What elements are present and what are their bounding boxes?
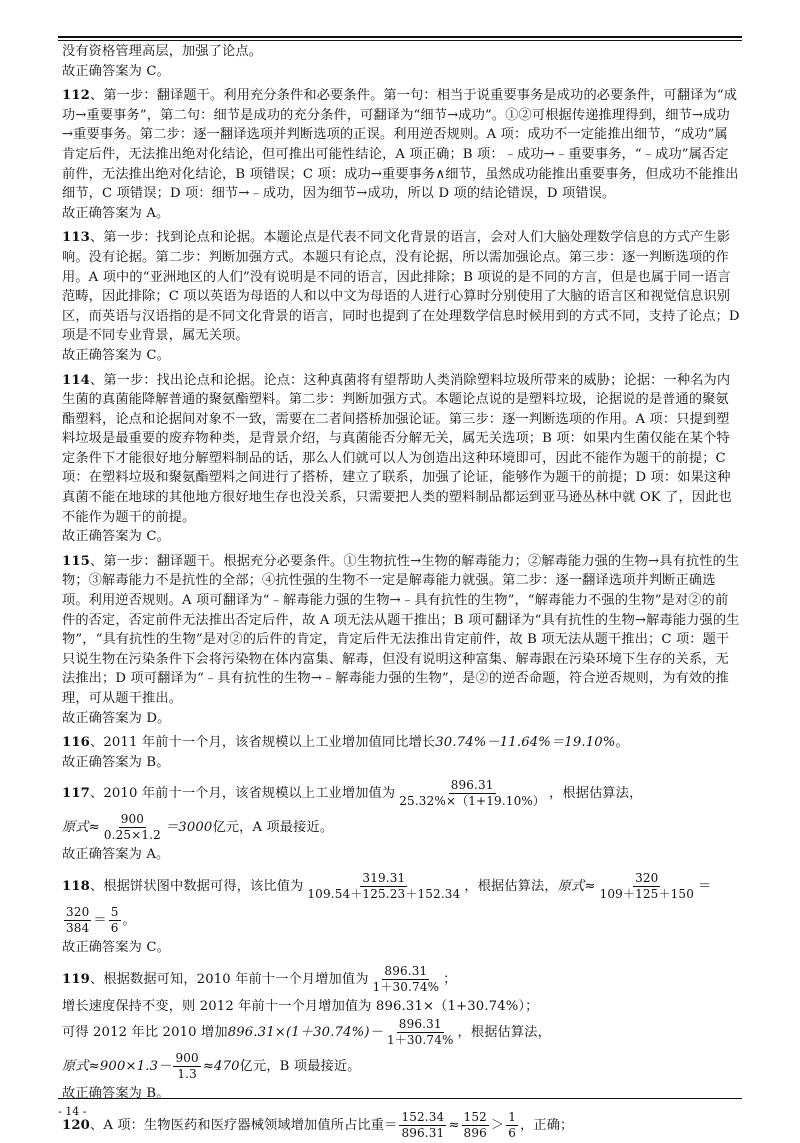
fraction-denominator: 6 — [508, 1125, 517, 1140]
fraction — [109, 905, 121, 936]
approx-label: 原式≈ — [62, 820, 100, 836]
text-line: 没有资格管理高层，加强了论点。 — [62, 44, 263, 59]
punct: 。 — [122, 912, 136, 928]
fraction-numerator: 5 — [110, 904, 119, 919]
answer-line: 故正确答案为 C。 — [62, 529, 170, 545]
page-footer — [58, 1098, 742, 1118]
formula-line — [62, 1050, 740, 1084]
question-text: 、2010 年前十一个月，该省规模以上工业增加值为 — [89, 786, 396, 802]
question-text: 、第一步：翻译题干。利用充分条件和必要条件。第一句：相当于说重要事务是成功的必要条件，可翻译为“成功→重要事务”，第二句：细节是成功的充分条件，可翻译为“细节→成功”。①②可根据传递推理得到，细节→成功→重要事务。第二步：逐一翻译选项并判断选项的正误。利用逆否规则。A 项：成功不一定能推出细节，“成功”属肯定后件，无法推出绝对化结论，但可推出可能性结论，A 项正确；B 项：﹣成功→﹣重要事务，“﹣成功”属否定前件，无法推出绝对化结论，B 项错误；C 项：成功→重要事务∧细节，虽然成功能推出重要事务，但成功不能推出细节，C 项错误；D 项：细节→﹣成功，因为细节→成功，所以 D 项的结论错误，D 项错误。 — [62, 88, 739, 202]
question-text: 、第一步：找到论点和论据。本题论点是代表不同文化背景的语言，会对人们大脑处理数学信息的方式产生影响。没有论据。第二步：判断加强方式。本题只有论点，没有论据，所以需加强论点。第三步：逐一判断选项的作用。A 项中的“亚洲地区的人们”没有说明是不同的语言，因此排除；B 项说的是不同的方言，但是也属于同一语言范畴，因此排除；C 项以英语为母语的人和以中文为母语的人进行心算时分别使用了大脑的语言区和视觉信息识别区，而英语与汉语指的是不同文化背景的语言，同时也提到了在处理数学信息时候用到的方式不同，支持了论点；D 项是不同专业背景，属无关项。 — [62, 230, 740, 344]
answer-line: 故正确答案为 D。 — [62, 710, 171, 726]
answer-line: 故正确答案为 C。 — [62, 347, 170, 363]
header-rule — [58, 36, 742, 38]
solution-body — [62, 42, 740, 1143]
question-119 — [62, 963, 740, 997]
fraction — [385, 1017, 456, 1048]
text-pre: 可得 2012 年比 2010 增加 — [62, 1025, 228, 1041]
fraction — [397, 778, 547, 809]
fraction-numerator: 900 — [175, 1051, 199, 1066]
fraction-denominator: 1＋30.74% — [386, 1033, 454, 1048]
fraction-numerator: 320 — [66, 904, 90, 919]
question-114 — [62, 371, 740, 528]
formula-line — [62, 811, 740, 845]
text-tail: ，根据估算法， — [549, 786, 643, 802]
question-number: 115 — [62, 553, 90, 569]
question-116 — [62, 733, 740, 753]
fraction-numerator: 1 — [508, 1109, 517, 1124]
question-text: 、A 项：生物医药和医疗器械领域增加值所占比重＝ — [89, 1117, 398, 1133]
formula: 896.31×(1＋30.74%)－ — [227, 1025, 383, 1041]
question-117 — [62, 777, 740, 811]
answer-line: 故正确答案为 A。 — [62, 205, 170, 221]
answer-line: 故正确答案为 C。 — [62, 63, 170, 79]
formula: 30.74%－11.64%＝19.10% — [435, 735, 616, 751]
question-number: 118 — [62, 878, 90, 894]
fraction-denominator: 0.25×1.2 — [103, 828, 161, 843]
answer-line: 故正确答案为 B。 — [62, 754, 170, 770]
fraction-denominator: 384 — [66, 920, 90, 935]
fraction — [64, 905, 91, 936]
formula: ＝3000 — [164, 820, 213, 836]
approx: ≈ — [448, 1117, 460, 1133]
answer-line: 故正确答案为 C。 — [62, 939, 170, 955]
fraction-numerator: 896.31 — [398, 1017, 442, 1032]
question-number: 117 — [62, 786, 90, 802]
question-text: 、根据饼状图中数据可得，该比值为 — [89, 878, 304, 894]
fraction-numerator: 900 — [120, 812, 145, 827]
result-text: 亿元，A 项最接近。 — [212, 820, 334, 836]
fraction-denominator: 896 — [463, 1125, 487, 1140]
fraction-numerator: 152.34 — [401, 1109, 445, 1124]
fraction-denominator: 109＋125＋150 — [599, 886, 694, 901]
fraction-denominator: 1＋30.74% — [372, 979, 440, 994]
question-number: 113 — [62, 230, 90, 246]
fraction — [102, 812, 163, 843]
fraction-denominator: 109.54＋125.23＋152.34 — [307, 886, 461, 901]
fraction-denominator: 1.3 — [177, 1067, 197, 1082]
punct: ； — [443, 971, 457, 987]
text-tail: ，正确； — [520, 1117, 574, 1133]
result-text: 亿元，B 项最接近。 — [239, 1059, 361, 1075]
answer-line: 故正确答案为 B。 — [62, 1086, 170, 1102]
formula-line — [62, 1016, 740, 1050]
question-115 — [62, 552, 740, 709]
question-118 — [62, 870, 740, 938]
fraction-denominator: 896.31 — [401, 1125, 445, 1140]
fraction-numerator: 896.31 — [384, 963, 428, 978]
fraction — [598, 871, 696, 902]
question-113 — [62, 228, 740, 346]
question-number: 119 — [62, 971, 90, 987]
question-number: 120 — [62, 1117, 90, 1133]
fraction — [371, 964, 442, 995]
text-tail: ，根据估算法， — [457, 1025, 551, 1041]
question-number: 116 — [62, 735, 90, 751]
fraction-numerator: 319.31 — [362, 870, 406, 885]
question-text: 、根据数据可知，2010 年前十一个月增加值为 — [89, 971, 369, 987]
page-number: - 14 - — [58, 1105, 87, 1118]
answer-line: 故正确答案为 A。 — [62, 847, 170, 863]
equals: ＝ — [93, 912, 107, 928]
approx-label: 原式≈ — [557, 878, 596, 894]
fraction-numerator: 152 — [463, 1109, 487, 1124]
question-text: 、2011 年前十一个月，该省规模以上工业增加值同比增长 — [89, 735, 436, 751]
punct: 。 — [615, 735, 629, 751]
fraction — [173, 1051, 200, 1082]
approx-label: 原式≈900×1.3－ — [62, 1059, 172, 1075]
fraction-denominator: 6 — [110, 920, 119, 935]
fraction-denominator: 25.32%×（1+19.10%） — [399, 794, 546, 809]
equals: ＝ — [697, 878, 712, 894]
greater-than: ＞ — [490, 1117, 505, 1133]
question-number: 112 — [62, 88, 90, 104]
question-number: 114 — [62, 372, 90, 388]
fraction-numerator: 896.31 — [450, 778, 494, 793]
text-line: 增长速度保持不变，则 2012 年前十一个月增加值为 896.31×（1+30.74%）； — [62, 998, 539, 1014]
text-mid: ，根据估算法， — [464, 878, 558, 894]
fraction — [305, 871, 462, 902]
fraction-numerator: 320 — [635, 870, 659, 885]
formula: ≈470 — [202, 1059, 240, 1075]
question-112 — [62, 86, 740, 204]
question-text: 、第一步：找出论点和论据。论点：这种真菌将有望帮助人类消除塑料垃圾所带来的威胁；论据：一种名为内生菌的真菌能降解普通的聚氨酯塑料。第二步：判断加强方式。本题论点说的是塑料垃圾，论据说的是普通的聚氨酯塑料，论点和论据间对象不一致，需要在二者间搭桥加强论证。第三步：逐一判断选项的作用。A 项：只提到塑料垃圾是最重要的废弃物种类，是背景介绍，与真菌能否分解无关，属无关选项；B 项：如果内生菌仅能在某个特定条件下才能很好地分解塑料制品的话，那么人们就可以人为创造出这种环境即可，因此不能作为题干的前提；C 项：在塑料垃圾和聚氨酯塑料之间进行了搭桥，建立了联系，加强了论证，能够作为题干的前提；D 项：如果这种真菌不能在地球的其他地方很好地生存也没关系，只需要把人类的塑料制品都运到亚马逊丛林中就 OK 了，因此也不能作为题干的前提。 — [62, 372, 732, 525]
header-rule-thin — [58, 40, 742, 41]
question-text: 、第一步：翻译题干。根据充分必要条件。①生物抗性→生物的解毒能力；②解毒能力强的生物→具有抗性的生物；③解毒能力不是抗性的全部；④抗性强的生物不一定是解毒能力就强。第二步：逐一翻译选项并判断正确选项。利用逆否规则。A 项可翻译为“﹣解毒能力强的生物→﹣具有抗性的生物”，“解毒能力不强的生物”是对②的前件的否定，否定前件无法推出否定后件，故 A 项无法从题干推出；B 项可翻译为“具有抗性的生物→解毒能力强的生物”，“具有抗性的生物”是对②的后件的肯定，肯定后件无法推出肯定前件，故 B 项无法从题干推出；C 项：题干只说生物在污染条件下会将污染物在体内富集、解毒，但没有说明这种富集、解毒跟在污染环境下生存的关系，无法推出；D 项可翻译为“﹣具有抗性的生物→﹣解毒能力强的生物”，是②的逆否命题，符合逆否规则，为有效的推理，可从题干推出。 — [62, 553, 740, 706]
